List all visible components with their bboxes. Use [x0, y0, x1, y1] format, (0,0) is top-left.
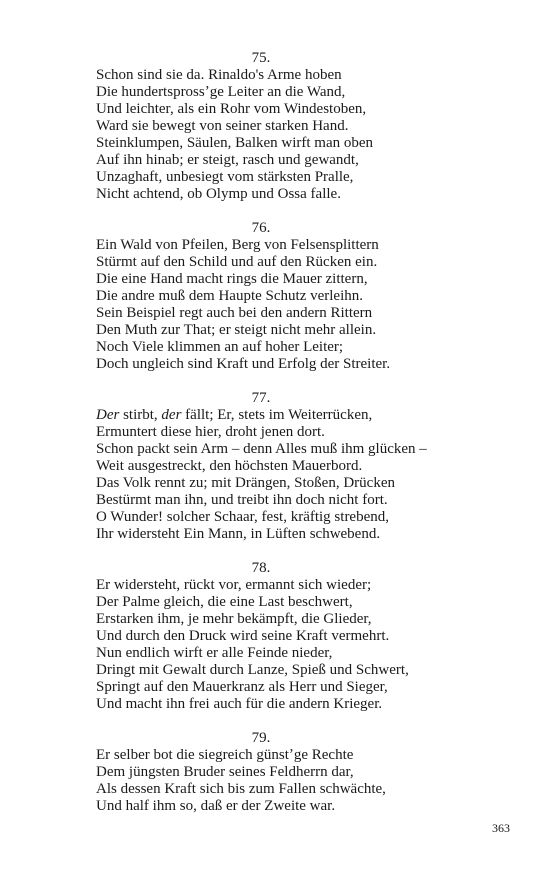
verse-line: Springt auf den Mauerkranz als Herr und Sieger, [96, 679, 388, 695]
page-number: 363 [492, 821, 510, 835]
verse-line: Steinklumpen, Säulen, Balken wirft man oben [96, 135, 374, 151]
verse-line: Schon packt sein Arm – denn Alles muß ihm glücken – [96, 441, 427, 457]
verse-line: Weit ausgestreckt, den höchsten Mauerbord. [96, 458, 363, 474]
stanza-number: 76. [251, 220, 271, 236]
verse-line: Ihr widersteht Ein Mann, in Lüften schwebend. [96, 526, 381, 542]
verse-line: Bestürmt man ihn, und treibt ihn doch nicht fort. [96, 492, 388, 508]
verse-line: Die andre muß dem Haupte Schutz verleihn. [96, 288, 363, 304]
verse-line: Auf ihn hinab; er steigt, rasch und gewandt, [96, 152, 359, 168]
verse-line: Der Palme gleich, die eine Last beschwert, [96, 594, 353, 610]
verse-line: Unzaghaft, unbesiegt vom stärksten Pralle, [96, 169, 354, 185]
verse-line: Er widersteht, rückt vor, ermannt sich wieder; [96, 577, 372, 593]
verse-line: Den Muth zur That; er steigt nicht mehr allein. [96, 322, 377, 338]
verse-line: Noch Viele klimmen an auf hoher Leiter; [96, 339, 344, 355]
verse-line: Dem jüngsten Bruder seines Feldherrn dar, [96, 764, 354, 780]
verse-line: Sein Beispiel regt auch bei den andern Rittern [96, 305, 373, 321]
poem-body [96, 50, 426, 832]
verse-line: Stürmt auf den Schild und auf den Rücken ein. [96, 254, 378, 270]
stanza-78 [96, 560, 426, 713]
verse-line: Das Volk rennt zu; mit Drängen, Stoßen, Drücken [96, 475, 395, 491]
verse-line: Die hundertsprossʼge Leiter an die Wand, [96, 84, 346, 100]
verse-line: Und leichter, als ein Rohr vom Windestoben, [96, 101, 367, 117]
verse-line: Und durch den Druck wird seine Kraft vermehrt. [96, 628, 390, 644]
stanza-75 [96, 50, 426, 203]
verse-line: Als dessen Kraft sich bis zum Fallen schwächte, [96, 781, 386, 797]
verse-line: Dringt mit Gewalt durch Lanze, Spieß und Schwert, [96, 662, 409, 678]
stanza-number: 77. [251, 390, 271, 406]
verse-line: Die eine Hand macht rings die Mauer zittern, [96, 271, 368, 287]
verse-line: Erstarken ihm, je mehr bekämpft, die Glieder, [96, 611, 372, 627]
verse-line: Ein Wald von Pfeilen, Berg von Felsensplittern [96, 237, 379, 253]
stanza-76 [96, 220, 426, 373]
stanza-number: 75. [251, 50, 271, 66]
verse-line: Doch ungleich sind Kraft und Erfolg der Streiter. [96, 356, 391, 372]
verse-line: Nicht achtend, ob Olymp und Ossa falle. [96, 186, 341, 202]
verse-line: Schon sind sie da. Rinaldo's Arme hoben [96, 67, 342, 83]
verse-line: Ward sie bewegt von seiner starken Hand. [96, 118, 349, 134]
verse-line: Und half ihm so, daß er der Zweite war. [96, 798, 336, 814]
verse-line: O Wunder! solcher Schaar, fest, kräftig strebend, [96, 509, 389, 525]
stanza-79 [96, 730, 426, 815]
verse-line: Er selber bot die siegreich günstʼge Rechte [96, 747, 354, 763]
verse-line: Der stirbt, der fällt; Er, stets im Weiterrücken, [96, 407, 373, 423]
verse-line: Nun endlich wirft er alle Feinde nieder, [96, 645, 333, 661]
verse-line: Und macht ihn frei auch für die andern Krieger. [96, 696, 383, 712]
verse-line: Ermuntert diese hier, droht jenen dort. [96, 424, 325, 440]
stanza-77 [96, 390, 426, 543]
stanza-number: 79. [251, 730, 271, 746]
stanza-number: 78. [251, 560, 271, 576]
